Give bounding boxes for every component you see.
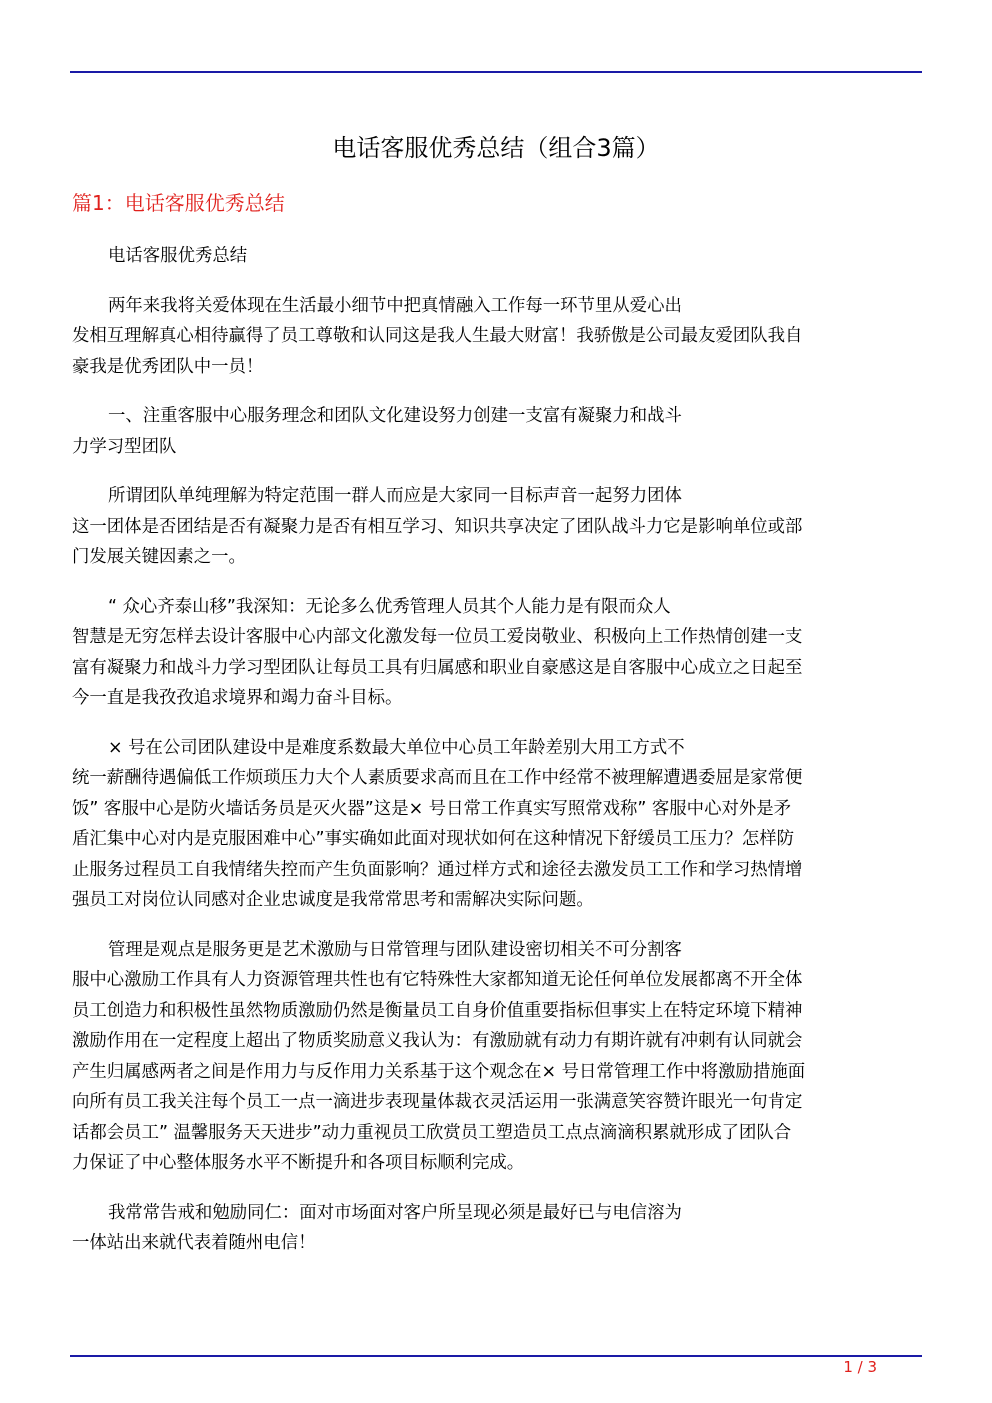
paragraph-line: 服中心激励工作具有人力资源管理共性也有它特殊性大家都知道无论任何单位发展都离不开全体 [72, 970, 803, 990]
paragraph-line: 智慧是无穷怎样去设计客服中心内部文化激发每一位员工爱岗敬业、积极向上工作热情创建一支 [72, 627, 803, 647]
page-number: 1 / 3 [843, 1358, 877, 1376]
header-rule [70, 71, 922, 73]
paragraph-line: 产生归属感两者之间是作用力与反作用力关系基于这个观念在× 号日常管理工作中将激励措施面 [72, 1061, 806, 1082]
paragraph-line: × 号在公司团队建设中是难度系数最大单位中心员工年龄差别大用工方式不 [108, 737, 685, 758]
document-title: 电话客服优秀总结（组合3篇） [332, 134, 660, 162]
paragraph-line: 豪我是优秀团队中一员！ [72, 356, 264, 377]
paragraph-line: 这一团体是否团结是否有凝聚力是否有相互学习、知识共享决定了团队战斗力它是影响单位或部 [72, 516, 803, 537]
paragraph-line: 话都会员工” 温馨服务天天进步”动力重视员工欣赏员工塑造员工点点滴滴积累就形成了团队合 [72, 1122, 792, 1143]
paragraph-line: 强员工对岗位认同感对企业忠诚度是我常常思考和需解决实际问题。 [72, 890, 594, 910]
paragraph-line: 富有凝聚力和战斗力学习型团队让每员工具有归属感和职业自豪感这是自客服中心成立之日起至 [72, 657, 803, 678]
footer-rule [70, 1355, 922, 1357]
paragraph-line: 饭” 客服中心是防火墙话务员是灭火器”这是× 号日常工作真实写照常戏称” 客服中心对外是矛 [72, 798, 792, 819]
paragraph-line: 激励作用在一定程度上超出了物质奖励意义我认为：有激励就有动力有期许就有冲刺有认同就会 [72, 1031, 803, 1051]
paragraph-line: 所谓团队单纯理解为特定范围一群人而应是大家同一目标声音一起努力团体 [108, 486, 682, 506]
paragraph-line: 电话客服优秀总结 [108, 246, 248, 266]
paragraph-line: 发相互理解真心相待赢得了员工尊敬和认同这是我人生最大财富！我骄傲是公司最友爱团队我自 [72, 326, 803, 346]
paragraph [72, 592, 917, 714]
section-heading: 篇1：电话客服优秀总结 [72, 191, 285, 215]
paragraph-line: 力学习型团队 [72, 436, 177, 457]
paragraph [72, 401, 917, 462]
paragraph [72, 1198, 917, 1259]
paragraph [72, 733, 917, 916]
paragraph-line: 统一薪酬待遇偏低工作烦琐压力大个人素质要求高而且在工作中经常不被理解遭遇委屈是家常便 [72, 768, 803, 788]
paragraph-line: 盾汇集中心对内是克服困难中心”事实确如此面对现状如何在这种情况下舒缓员工压力？怎样防 [72, 829, 795, 849]
paragraph [72, 291, 917, 383]
document-body [72, 241, 917, 1278]
paragraph [72, 241, 917, 272]
paragraph-line: 今一直是我孜孜追求境界和竭力奋斗目标。 [72, 688, 403, 708]
paragraph-line: 力保证了中心整体服务水平不断提升和各项目标顺利完成。 [72, 1153, 525, 1173]
paragraph-line: 一、注重客服中心服务理念和团队文化建设努力创建一支富有凝聚力和战斗 [108, 406, 682, 426]
paragraph-line: 员工创造力和积极性虽然物质激励仍然是衡量员工自身价值重要指标但事实上在特定环境下精神 [72, 1000, 803, 1021]
paragraph-line: “ 众心齐泰山移”我深知：无论多么优秀管理人员其个人能力是有限而众人 [108, 596, 671, 617]
paragraph-line: 一体站出来就代表着随州电信！ [72, 1233, 316, 1253]
paragraph-line: 向所有员工我关注每个员工一点一滴进步表现量体裁衣灵活运用一张满意笑容赞许眼光一句肯定 [72, 1092, 803, 1112]
paragraph-line: 两年来我将关爱体现在生活最小细节中把真情融入工作每一环节里从爱心出 [108, 295, 682, 316]
paragraph-line: 止服务过程员工自我情绪失控而产生负面影响？通过样方式和途径去激发员工工作和学习热情增 [72, 859, 803, 880]
paragraph [72, 935, 917, 1179]
paragraph-line: 我常常告戒和勉励同仁：面对市场面对客户所呈现必须是最好已与电信溶为 [108, 1202, 682, 1223]
paragraph [72, 481, 917, 573]
paragraph-line: 门发展关键因素之一。 [72, 547, 246, 567]
paragraph-line: 管理是观点是服务更是艺术激励与日常管理与团队建设密切相关不可分割客 [108, 939, 682, 960]
